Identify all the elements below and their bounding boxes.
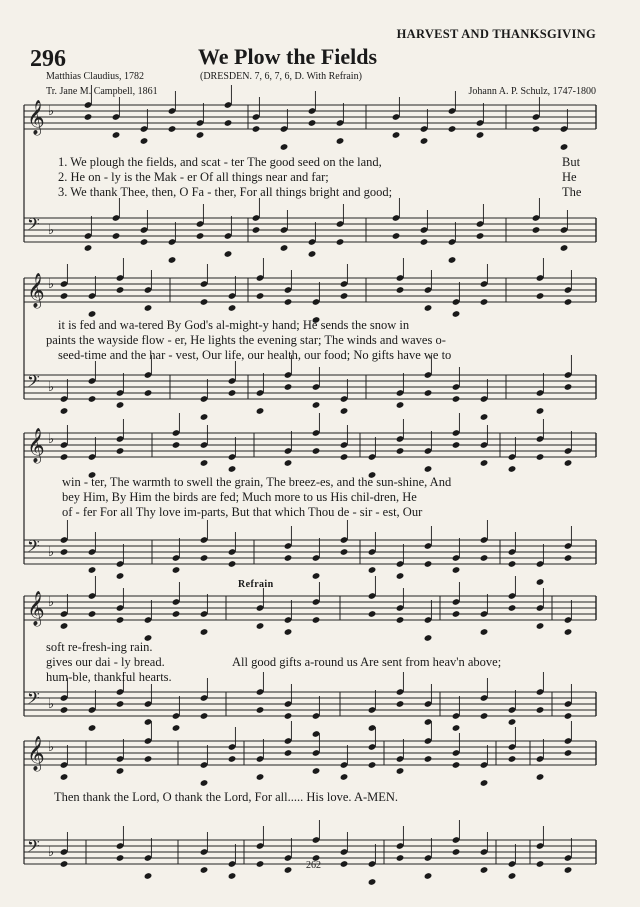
flat-icon: ♭ bbox=[48, 845, 55, 860]
note-head bbox=[560, 143, 569, 151]
note-head bbox=[452, 310, 461, 318]
note-head bbox=[536, 578, 545, 586]
refrain-lyric: All good gifts a-round us Are sent from heav'n above; bbox=[232, 655, 502, 669]
note-head bbox=[564, 298, 573, 306]
note-head bbox=[256, 706, 265, 714]
note-head bbox=[560, 244, 569, 252]
note-head bbox=[60, 706, 69, 714]
lyric-line: paints the wayside flow - er, He lights the evening star; The winds and waves o- bbox=[46, 333, 446, 347]
bass-clef-icon: 𝄢 bbox=[27, 371, 40, 395]
note-head bbox=[144, 304, 153, 312]
flat-icon: ♭ bbox=[48, 740, 55, 755]
lyric-line: bey Him, By Him the birds are fed; Much more to us His chil-dren, He bbox=[62, 490, 417, 504]
note-head bbox=[564, 866, 573, 874]
note-head bbox=[480, 413, 489, 421]
note-head bbox=[88, 395, 97, 403]
note-head bbox=[140, 137, 149, 145]
note-head bbox=[424, 389, 433, 397]
note-head bbox=[60, 548, 69, 556]
note-head bbox=[368, 610, 377, 618]
note-head bbox=[116, 616, 125, 624]
treble-clef-icon: 𝄞 bbox=[27, 428, 45, 463]
note-head bbox=[508, 604, 517, 612]
flat-icon: ♭ bbox=[48, 223, 55, 238]
note-head bbox=[480, 298, 489, 306]
note-head bbox=[252, 125, 261, 133]
note-head bbox=[392, 131, 401, 139]
lyric-line: it is fed and wa-tered By God's al-might-y hand; He sends the snow in bbox=[58, 318, 410, 332]
note-head bbox=[228, 465, 237, 473]
note-head bbox=[536, 622, 545, 630]
flat-icon: ♭ bbox=[48, 432, 55, 447]
note-head bbox=[508, 872, 517, 880]
hymn-number: 296 bbox=[30, 46, 66, 72]
note-head bbox=[200, 554, 209, 562]
lyric-line: 2. He on - ly is the Mak - er Of all things near and far; bbox=[58, 170, 329, 184]
note-head bbox=[60, 453, 69, 461]
composer-credit: Johann A. P. Schulz, 1747-1800 bbox=[468, 86, 596, 97]
note-head bbox=[200, 866, 209, 874]
treble-clef-icon: 𝄞 bbox=[27, 273, 45, 308]
note-head bbox=[340, 407, 349, 415]
author-credit: Matthias Claudius, 1782 bbox=[46, 71, 145, 82]
note-head bbox=[284, 749, 293, 757]
note-head bbox=[228, 389, 237, 397]
note-head bbox=[340, 453, 349, 461]
note-head bbox=[424, 872, 433, 880]
note-head bbox=[312, 767, 321, 775]
note-head bbox=[536, 773, 545, 781]
note-head bbox=[112, 232, 121, 240]
section-heading: HARVEST AND THANKSGIVING bbox=[396, 27, 596, 41]
bass-clef-icon: 𝄢 bbox=[27, 836, 40, 860]
note-head bbox=[532, 226, 541, 234]
note-head bbox=[144, 389, 153, 397]
note-head bbox=[396, 700, 405, 708]
note-head bbox=[312, 401, 321, 409]
note-head bbox=[396, 401, 405, 409]
note-head bbox=[480, 712, 489, 720]
note-head bbox=[60, 292, 69, 300]
note-head bbox=[452, 441, 461, 449]
note-head bbox=[368, 878, 377, 886]
lyric-line: gives our dai - ly bread. bbox=[46, 655, 165, 669]
note-head bbox=[60, 860, 69, 868]
note-head bbox=[448, 125, 457, 133]
note-head bbox=[196, 131, 205, 139]
note-head bbox=[168, 125, 177, 133]
note-head bbox=[200, 298, 209, 306]
lyric-word: The bbox=[562, 185, 582, 199]
note-head bbox=[536, 860, 545, 868]
note-head bbox=[508, 755, 517, 763]
note-head bbox=[508, 560, 517, 568]
note-head bbox=[228, 872, 237, 880]
note-head bbox=[480, 459, 489, 467]
lyric-line: soft re-fresh-ing rain. bbox=[46, 640, 153, 654]
note-head bbox=[480, 628, 489, 636]
note-head bbox=[536, 706, 545, 714]
note-head bbox=[172, 610, 181, 618]
note-head bbox=[144, 755, 153, 763]
treble-clef-icon: 𝄞 bbox=[27, 100, 45, 135]
note-head bbox=[116, 447, 125, 455]
note-head bbox=[396, 616, 405, 624]
note-head bbox=[532, 125, 541, 133]
note-head bbox=[284, 866, 293, 874]
note-head bbox=[140, 238, 149, 246]
flat-icon: ♭ bbox=[48, 277, 55, 292]
refrain-label: Refrain bbox=[238, 579, 274, 590]
note-head bbox=[200, 628, 209, 636]
note-head bbox=[228, 304, 237, 312]
flat-icon: ♭ bbox=[48, 380, 55, 395]
note-head bbox=[396, 286, 405, 294]
note-head bbox=[564, 749, 573, 757]
note-head bbox=[88, 724, 97, 732]
note-head bbox=[452, 848, 461, 856]
note-head bbox=[480, 866, 489, 874]
note-head bbox=[480, 554, 489, 562]
note-head bbox=[252, 226, 261, 234]
note-head bbox=[280, 244, 289, 252]
note-head bbox=[312, 616, 321, 624]
note-head bbox=[452, 610, 461, 618]
lyric-line: 3. We thank Thee, then, O Fa - ther, For all things bright and good; bbox=[58, 185, 393, 199]
note-head bbox=[420, 238, 429, 246]
note-head bbox=[172, 724, 181, 732]
note-head bbox=[88, 310, 97, 318]
note-head bbox=[172, 566, 181, 574]
note-head bbox=[536, 292, 545, 300]
note-head bbox=[396, 447, 405, 455]
note-head bbox=[448, 256, 457, 264]
note-head bbox=[340, 860, 349, 868]
note-head bbox=[368, 566, 377, 574]
note-head bbox=[88, 566, 97, 574]
note-head bbox=[284, 383, 293, 391]
note-head bbox=[396, 767, 405, 775]
note-head bbox=[284, 554, 293, 562]
lyric-line: seed-time and the har - vest, Our life, our health, our food; No gifts have we to bbox=[58, 348, 452, 362]
note-head bbox=[424, 304, 433, 312]
lyric-word: But bbox=[562, 155, 581, 169]
lyric-line: win - ter, The warmth to swell the grain, The breez-es, and the sun-shine, And bbox=[62, 475, 452, 489]
note-head bbox=[420, 137, 429, 145]
note-head bbox=[480, 779, 489, 787]
note-head bbox=[84, 244, 93, 252]
treble-clef-icon: 𝄞 bbox=[27, 591, 45, 626]
note-head bbox=[508, 465, 517, 473]
note-head bbox=[476, 131, 485, 139]
flat-icon: ♭ bbox=[48, 104, 55, 119]
note-head bbox=[284, 298, 293, 306]
page-number: 262 bbox=[306, 860, 321, 871]
note-head bbox=[284, 459, 293, 467]
note-head bbox=[228, 560, 237, 568]
note-head bbox=[536, 453, 545, 461]
note-head bbox=[224, 250, 233, 258]
note-head bbox=[340, 292, 349, 300]
note-head bbox=[116, 572, 125, 580]
note-head bbox=[336, 238, 345, 246]
note-head bbox=[396, 572, 405, 580]
note-head bbox=[340, 548, 349, 556]
note-head bbox=[368, 761, 377, 769]
note-head bbox=[564, 628, 573, 636]
bass-clef-icon: 𝄢 bbox=[27, 536, 40, 560]
note-head bbox=[84, 113, 93, 121]
note-head bbox=[60, 622, 69, 630]
note-head bbox=[508, 718, 517, 726]
note-head bbox=[196, 232, 205, 240]
note-head bbox=[256, 860, 265, 868]
bass-clef-icon: 𝄢 bbox=[27, 688, 40, 712]
note-head bbox=[308, 119, 317, 127]
note-head bbox=[144, 872, 153, 880]
note-head bbox=[112, 131, 121, 139]
hymn-title: We Plow the Fields bbox=[198, 44, 378, 69]
note-head bbox=[200, 459, 209, 467]
lyric-line: 1. We plough the fields, and scat - ter The good seed on the land, bbox=[58, 155, 382, 169]
note-head bbox=[312, 447, 321, 455]
note-head bbox=[200, 779, 209, 787]
note-head bbox=[116, 854, 125, 862]
note-head bbox=[172, 441, 181, 449]
lyric-line: hum-ble, thankful hearts. bbox=[46, 670, 172, 684]
note-head bbox=[312, 572, 321, 580]
note-head bbox=[424, 755, 433, 763]
note-head bbox=[228, 755, 237, 763]
refrain-lyric: Then thank the Lord, O thank the Lord, For all..... His love. A-MEN. bbox=[54, 790, 399, 804]
note-head bbox=[452, 724, 461, 732]
note-head bbox=[336, 137, 345, 145]
translator-credit: Tr. Jane M. Campbell, 1861 bbox=[46, 86, 158, 97]
note-head bbox=[452, 395, 461, 403]
note-head bbox=[88, 610, 97, 618]
note-head bbox=[116, 700, 125, 708]
note-head bbox=[340, 773, 349, 781]
lyric-word: He bbox=[562, 170, 577, 184]
note-head bbox=[256, 622, 265, 630]
flat-icon: ♭ bbox=[48, 595, 55, 610]
note-head bbox=[424, 560, 433, 568]
note-head bbox=[224, 119, 233, 127]
flat-icon: ♭ bbox=[48, 545, 55, 560]
note-head bbox=[256, 292, 265, 300]
note-head bbox=[280, 143, 289, 151]
note-head bbox=[536, 407, 545, 415]
note-head bbox=[452, 566, 461, 574]
note-head bbox=[256, 407, 265, 415]
note-head bbox=[564, 554, 573, 562]
note-head bbox=[396, 854, 405, 862]
treble-clef-icon: 𝄞 bbox=[27, 736, 45, 771]
bass-clef-icon: 𝄢 bbox=[27, 214, 40, 238]
note-head bbox=[564, 712, 573, 720]
note-head bbox=[60, 407, 69, 415]
note-head bbox=[564, 383, 573, 391]
note-head bbox=[424, 634, 433, 642]
tune-info: (DRESDEN. 7, 6, 7, 6, D. With Refrain) bbox=[200, 71, 362, 82]
note-head bbox=[452, 761, 461, 769]
note-head bbox=[168, 256, 177, 264]
note-head bbox=[392, 232, 401, 240]
note-head bbox=[424, 465, 433, 473]
note-head bbox=[476, 232, 485, 240]
note-head bbox=[200, 413, 209, 421]
note-head bbox=[284, 628, 293, 636]
note-head bbox=[256, 773, 265, 781]
note-head bbox=[116, 286, 125, 294]
lyric-line: of - fer For all Thy love im-parts, But that which Thou de - sir - est, Our bbox=[62, 505, 423, 519]
note-head bbox=[308, 250, 317, 258]
note-head bbox=[564, 459, 573, 467]
note-head bbox=[116, 767, 125, 775]
note-head bbox=[116, 401, 125, 409]
note-head bbox=[284, 712, 293, 720]
flat-icon: ♭ bbox=[48, 697, 55, 712]
note-head bbox=[200, 712, 209, 720]
note-head bbox=[60, 773, 69, 781]
